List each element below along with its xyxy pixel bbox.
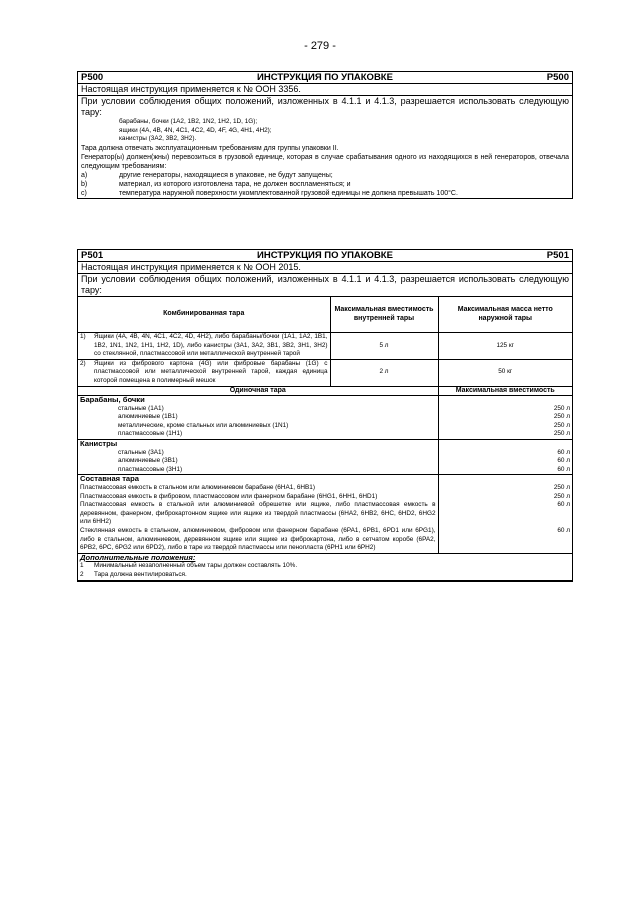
item-key: 2 [80,570,84,578]
group-drums [78,396,572,440]
list-item: стальные (3А1) [118,448,164,456]
list-item: Пластмассовая емкость в стальной или алюминиевой обрешетке или ящике, либо пластмассовая емкость в деревянном, фанерном, фиброкартонном ящике или ящике из твердой пластмассы (6НА2, 6НВ2, 6НС, 6НD2, 6НG2 или 6НН2) [80,501,436,526]
net-mass-header: Максимальная масса нетто наружной тары [438,297,572,333]
condition-text: другие генераторы, находящиеся в упаковке, не будут запущены; [119,171,333,179]
row-key: 1) [80,333,86,340]
p501-header [78,250,572,262]
additional-provisions [78,553,572,580]
capacity-value: 60 л [557,465,570,473]
capacity-value: 60 л [557,501,570,509]
capacity-value: 250 л [553,413,570,421]
single-header: Одиночная тара [78,386,438,396]
condition-key: c) [81,189,87,197]
p500-applies: Настоящая инструкция применяется к № ООН 3356. [78,84,572,96]
capacity-value: 250 л [553,421,570,429]
row-key: 2) [80,359,86,367]
list-item: Пластмассовая емкость в фибровом, пластмассовом или фанерном барабане (6НG1, 6НН1, 6НD1) [80,492,378,500]
p500-condition [81,171,569,180]
item-key: 1 [80,562,84,570]
additional-title: Дополнительные положения: [80,552,196,562]
combined-desc [78,359,330,386]
p500-item: ящики (4А, 4В, 4N, 4С1, 4С2, 4D, 4F, 4G, 4Н1, 4Н2); [119,126,272,134]
p500-block [77,71,573,199]
net-mass: 50 кг [438,359,572,386]
p501-title: ИНСТРУКЦИЯ ПО УПАКОВКЕ [257,250,393,261]
p501-intro: При условии соблюдения общих положений, изложенных в 4.1.1 и 4.1.3, разрешается использовать следующую тару: [78,274,572,297]
combined-header-row [78,297,572,333]
max-capacity-header: Максимальная вместимость [438,386,572,396]
p501-table [78,297,572,581]
list-item: алюминиевые (3В1) [118,457,178,465]
p501-code-left: P501 [81,250,104,261]
p500-intro: При условии соблюдения общих положений, изложенных в 4.1.1 и 4.1.3, разрешается использовать следующую тару: [81,96,569,117]
p500-condition [81,180,569,189]
p500-body [78,96,572,198]
combined-desc [78,333,330,360]
group-jerricans [78,440,572,475]
capacity-value: 250 л [553,492,570,500]
inner-capacity: 2 л [330,359,438,386]
list-item: стальные (1А1) [118,404,164,412]
table-row [78,333,572,360]
condition-key: b) [81,180,88,188]
list-item: Стеклянная емкость в стальном, алюминиевом, фибровом или фанерном барабане (6РА1, 6РВ1, 6РD1 или 6РG1), либо в стальном, алюминиевом, деревянном ящике или ящике из фиброкартона, либо в сетчатом коробе (6РА2, 6РВ2, 6РС, 6РG2 или 6РD2), либо в таре из твердой пластмассы или пенопласта (6РН1 или 6РН2) [80,526,436,552]
capacity-value: 250 л [553,404,570,412]
p500-code-right: P500 [546,72,569,83]
p500-condition [81,189,569,198]
p500-generator: Генератор(ы) должен(жны) перевозиться в грузовой единице, которая в случае срабатывания одного из находящихся в ней генераторов, отвечала следующим требованиям: [81,153,569,170]
p500-header [78,72,572,84]
p500-code-left: P500 [81,72,104,83]
p501-block [77,249,573,582]
condition-key: a) [81,171,88,179]
single-header-row [78,386,572,396]
p501-code-right: P501 [546,250,569,261]
list-item: Пластмассовая емкость в стальном или алюминиевом барабане (6НА1, 6НВ1) [80,484,315,491]
group-title: Барабаны, бочки [80,395,145,405]
list-item: пластмассовые (1Н1) [118,430,183,438]
page-number: - 279 - [304,40,336,52]
group-title: Составная тара [80,474,140,484]
inner-capacity: 5 л [330,333,438,360]
capacity-value: 60 л [557,526,570,534]
item-text: Минимальный незаполненный объем тары должен составлять 10%. [94,562,298,570]
condition-text: температура наружной поверхности укомплектованной грузовой единицы не должна превышать 100°С. [119,189,458,197]
list-item: алюминиевые (1В1) [118,413,178,421]
capacity-value: 250 л [553,430,570,438]
list-item: металлические, кроме стальных или алюминиевых (1N1) [118,421,289,429]
combined-header: Комбинированная тара [78,297,330,333]
group-title: Канистры [80,439,118,449]
list-item [80,562,570,571]
p500-performance: Тара должна отвечать эксплуатационным требованиям для группы упаковки II. [81,144,339,152]
p500-item: канистры (3А2, 3В2, 3Н2). [119,135,197,143]
capacity-value: 60 л [557,457,570,465]
table-row [78,359,572,386]
condition-text: материал, из которого изготовлена тара, не должен воспламеняться; и [119,180,351,188]
p500-title: ИНСТРУКЦИЯ ПО УПАКОВКЕ [257,72,393,83]
p500-item: барабаны, бочки (1А2, 1В2, 1N2, 1Н2, 1D, 1G); [119,118,258,125]
capacity-value: 60 л [557,448,570,456]
net-mass: 125 кг [438,333,572,360]
capacity-value: 250 л [553,484,570,491]
inner-capacity-header: Максимальная вместимость внутренней тары [330,297,438,333]
item-text: Тара должна вентилироваться. [94,570,187,578]
list-item [80,571,570,580]
row-text: Ящики из фибрового картона (4G) или фибровые барабаны (1G) с пластмассовой или металлической внутренней тарой, каждая единица которой помещена в полимерный мешок [94,359,328,384]
p501-applies: Настоящая инструкция применяется к № ООН 2015. [78,262,572,274]
group-composite [78,475,572,553]
list-item: пластмассовые (3Н1) [118,465,183,473]
row-text: Ящики (4А, 4В, 4N, 4С1, 4С2, 4D, 4Н2), либо барабаны/бочки (1А1, 1А2, 1В1, 1В2, 1N1, 1N2, 1Н1, 1Н2, 1D), либо канистры (3А1, 3А2, 3В1, 3В2, 3Н1, 3Н2) со стеклянной, пластмассовой или металлической внутренней тарой [94,333,328,358]
